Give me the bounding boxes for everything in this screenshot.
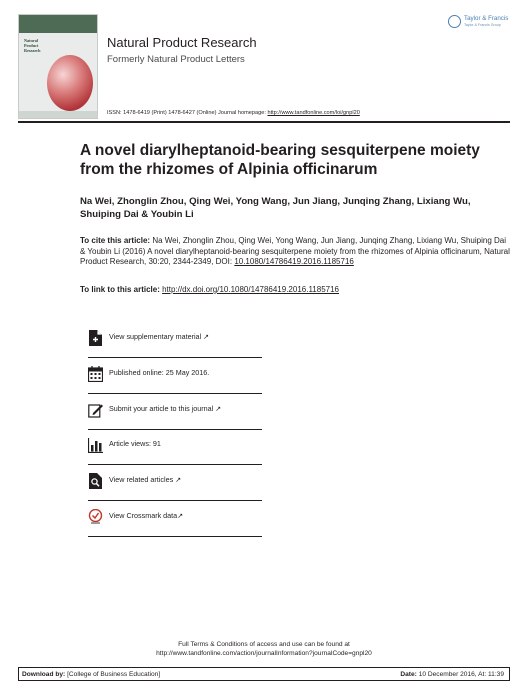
submit-article-text: Submit your article to this journal — [109, 404, 214, 413]
article-link-line — [80, 285, 510, 294]
cover-strip — [19, 111, 97, 118]
cover-band — [19, 15, 97, 33]
related-articles-label — [109, 475, 181, 484]
doi-link[interactable]: 10.1080/14786419.2016.1185716 — [234, 257, 354, 266]
article-views-label: Article views: 91 — [109, 439, 161, 448]
download-value: [College of Business Education] — [65, 671, 161, 678]
related-articles-text: View related articles — [109, 475, 174, 484]
submit-article-item[interactable] — [88, 394, 262, 430]
download-info — [22, 671, 160, 678]
external-link-icon: ↗ — [215, 404, 222, 413]
bar-chart-icon — [88, 437, 103, 453]
journal-cover — [18, 14, 98, 119]
terms-url[interactable]: http://www.tandfonline.com/action/journalInformation?journalCode=gnpl20 — [156, 650, 372, 657]
issn-line — [107, 110, 360, 116]
crossmark-item[interactable] — [88, 501, 262, 537]
article-link-label: To link to this article: — [80, 285, 163, 294]
external-link-icon: ↗ — [175, 475, 182, 484]
date-label: Date: — [400, 671, 417, 678]
supplementary-material-label — [109, 332, 209, 341]
journal-title: Natural Product Research — [107, 35, 257, 50]
terms-notice — [0, 640, 528, 658]
citation-label: To cite this article: — [80, 236, 151, 245]
external-link-icon: ↗ — [177, 511, 184, 520]
item-divider — [88, 536, 262, 537]
related-articles-item[interactable] — [88, 465, 262, 501]
publisher-logo-icon — [448, 15, 461, 28]
published-online-label: Published online: 25 May 2016. — [109, 368, 210, 377]
search-document-icon — [88, 473, 103, 489]
supplementary-material-text: View supplementary material — [109, 332, 202, 341]
crossmark-label — [109, 511, 183, 520]
date-value: 10 December 2016, At: 11:39 — [416, 671, 504, 678]
cover-title-line: Product — [24, 42, 39, 48]
edit-icon — [88, 402, 103, 418]
supplementary-material-item[interactable] — [88, 322, 262, 358]
external-link-icon: ↗ — [203, 332, 210, 341]
cover-title — [24, 39, 58, 53]
article-link[interactable]: http://dx.doi.org/10.1080/14786419.2016.1185716 — [162, 285, 339, 294]
cover-title-line: Research — [24, 47, 41, 53]
article-views-item — [88, 429, 262, 465]
cover-title-line: Natural — [24, 38, 38, 43]
journal-homepage-link[interactable]: http://www.tandfonline.com/loi/gnpl20 — [267, 110, 360, 116]
download-bar — [18, 667, 510, 681]
calendar-icon — [88, 366, 103, 382]
article-title: A novel diarylheptanoid-bearing sesquiterpene moiety from the rhizomes of Alpinia officinarum — [80, 142, 480, 178]
journal-subtitle: Formerly Natural Product Letters — [107, 54, 245, 65]
issn-text: ISSN: 1478-6419 (Print) 1478-6427 (Online) Journal homepage: — [107, 110, 268, 116]
citation-text: Na Wei, Zhonglin Zhou, Qing Wei, Yong Wang, Jun Jiang, Junqing Zhang, Lixiang Wu, Shuiping Dai & Youbin Li (2016) A novel diarylheptanoid-bearing sesquiterpene moiety from the rhizomes of Alpinia officinarum, Natural Product Research, 30:20, 2344-2349, DOI: — [80, 236, 510, 266]
publisher-tagline: Taylor & Francis Group — [464, 23, 501, 27]
crossmark-icon — [88, 509, 103, 525]
download-label: Download by: — [22, 671, 66, 678]
citation — [80, 236, 510, 268]
header-divider — [18, 121, 510, 123]
document-icon — [88, 330, 103, 346]
cover-molecule-image — [47, 55, 93, 111]
terms-line: Full Terms & Conditions of access and use can be found at — [178, 641, 350, 648]
crossmark-text: View Crossmark data — [109, 511, 178, 520]
publisher-name: Taylor & Francis — [464, 15, 509, 22]
publisher-logo — [448, 14, 512, 34]
published-online-item — [88, 358, 262, 394]
article-authors: Na Wei, Zhonglin Zhou, Qing Wei, Yong Wang, Jun Jiang, Junqing Zhang, Lixiang Wu, Shuiping Dai & Youbin Li — [80, 196, 471, 220]
download-date — [400, 671, 504, 678]
submit-article-label — [109, 404, 221, 413]
